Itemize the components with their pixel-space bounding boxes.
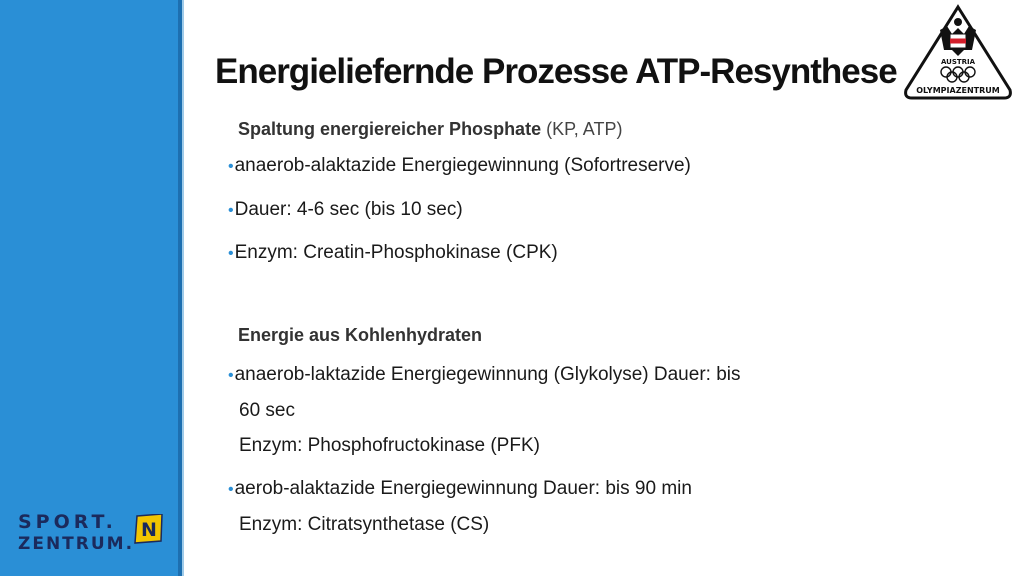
olympia-text-label: OLYMPIAZENTRUM [916,86,1000,95]
section2-bullet-1: • anaerob-laktazide Energiegewinnung (Glykolyse) Dauer: bis [228,364,741,386]
section1-heading-note: (KP, ATP) [546,119,623,139]
sidebar-edge-highlight [182,0,184,576]
section2-heading [238,325,482,346]
section2-bullet-2: • aerob-alaktazide Energiegewinnung Dauer: bis 90 min [228,478,692,500]
sport-logo-line2: ZENTRUM. [18,534,135,554]
noe-badge-icon [134,514,164,544]
section1-bullet-3: • Enzym: Creatin-Phosphokinase (CPK) [228,242,558,264]
section1-bullet-2: • Dauer: 4-6 sec (bis 10 sec) [228,199,463,221]
sport-zentrum-logo [18,512,168,556]
olympia-austria-label: AUSTRIA [940,58,976,66]
section2-bullet-2-line2: Enzym: Citratsynthetase (CS) [239,514,490,535]
section1-heading [238,119,622,140]
sport-logo-line1: SPORT. [18,511,117,533]
section2-bullet-1-line3: Enzym: Phosphofructokinase (PFK) [239,435,540,456]
olympiazentrum-logo [900,4,1016,102]
section1-bullet-1: • anaerob-alaktazide Energiegewinnung (Sofortreserve) [228,155,691,177]
page-title: Energieliefernde Prozesse ATP-Resynthese [215,52,897,91]
section2-bullet-1-line2: 60 sec [239,400,295,421]
section1-heading-bold: Spaltung energiereicher Phosphate [238,119,542,139]
section2-heading-bold: Energie aus Kohlenhydraten [238,325,483,345]
sidebar-panel [0,0,178,576]
noe-badge-letter: N [141,519,157,541]
